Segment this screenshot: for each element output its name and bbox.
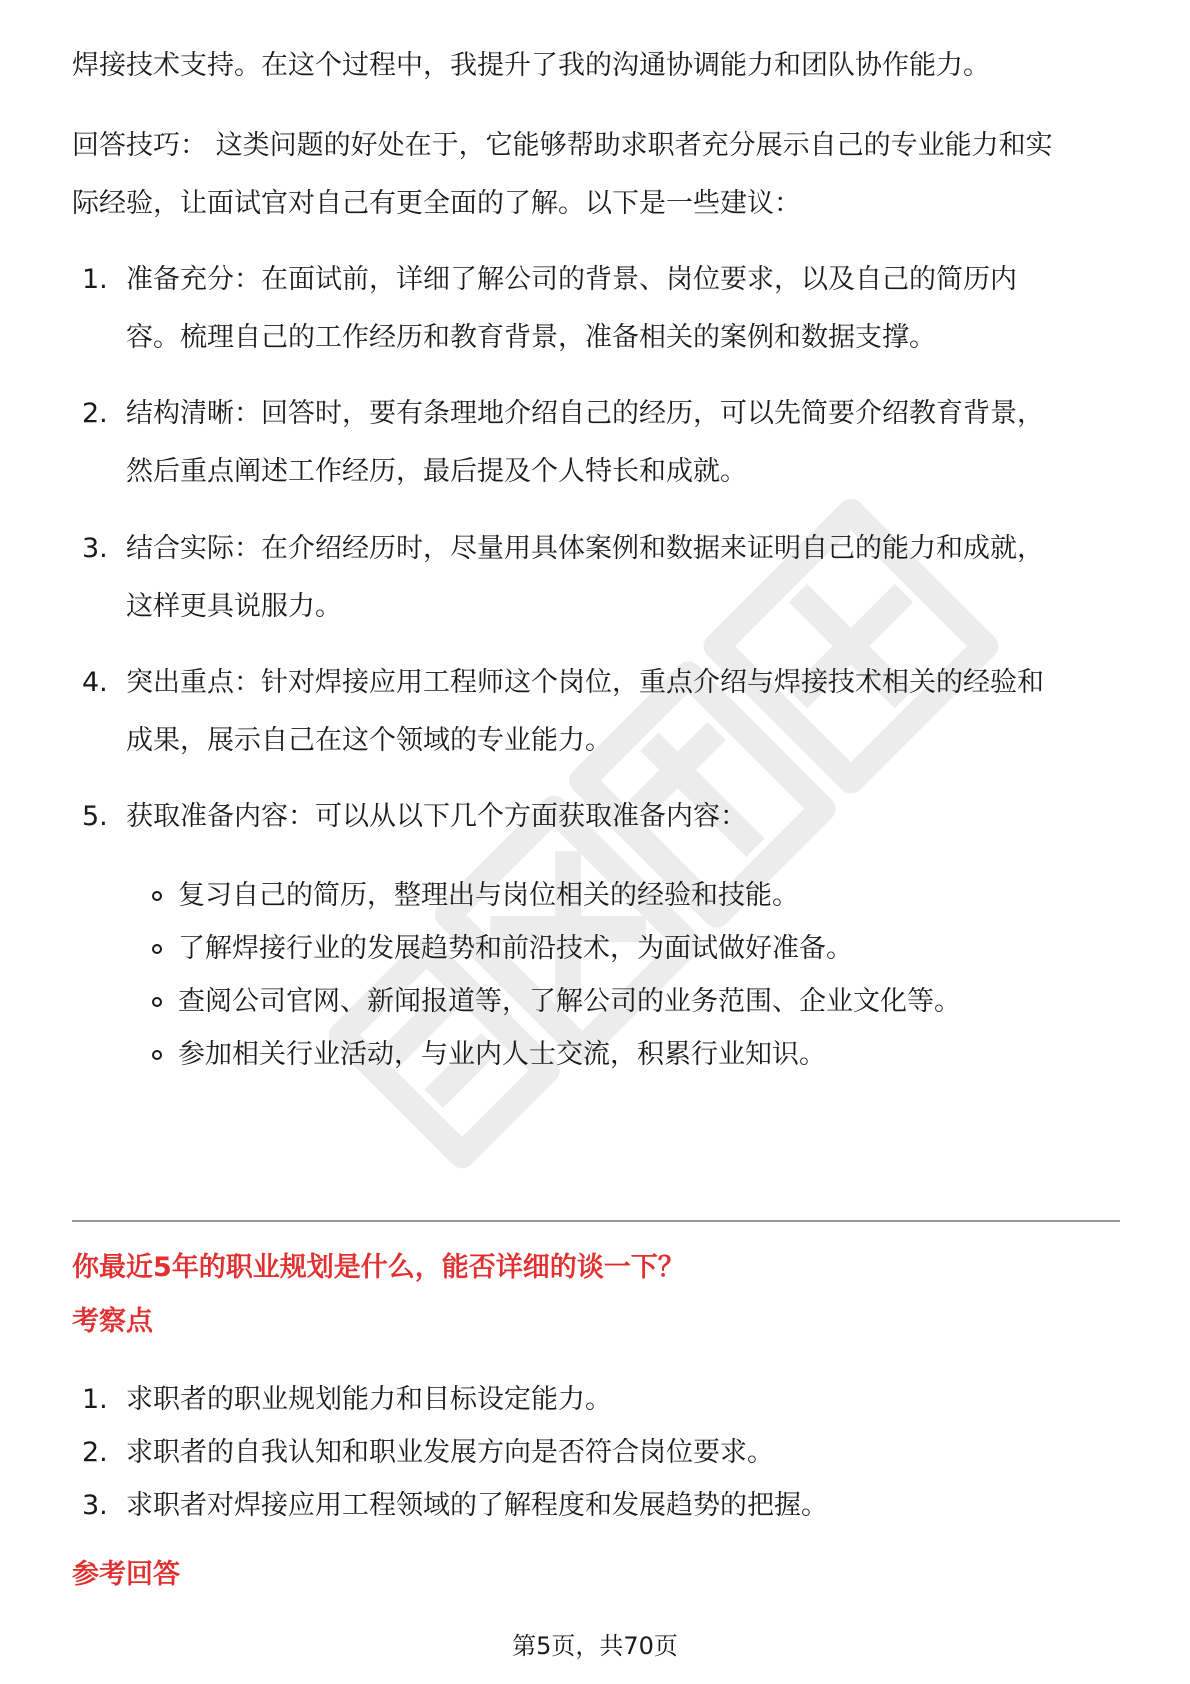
sub-bullet-item (148, 929, 1108, 969)
question-heading: 你最近5年的职业规划是什么，能否详细的谈一下？ (72, 1252, 685, 1283)
list-line: 容。梳理自己的工作经历和教育背景，准备相关的案例和数据支撑。 (126, 322, 936, 353)
list-number: 2. (82, 1437, 108, 1468)
list-line: 结合实际：在介绍经历时，尽量用具体案例和数据来证明自己的能力和成就， (126, 533, 1044, 564)
sub-bullet-text: 复习自己的简历，整理出与岗位相关的经验和技能。 (178, 880, 799, 911)
list-item (72, 1477, 1122, 1535)
circle-bullet-icon (152, 997, 162, 1007)
list-number: 3. (82, 1490, 108, 1521)
list-item (72, 385, 1122, 501)
list-number: 1. (82, 264, 108, 295)
sub-bullet-text: 参加相关行业活动，与业内人士交流，积累行业知识。 (178, 1039, 826, 1070)
intro-line: 焊接技术支持。在这个过程中，我提升了我的沟通协调能力和团队协作能力。 (72, 50, 990, 81)
list-line: 结构清晰：回答时，要有条理地介绍自己的经历，可以先简要介绍教育背景， (126, 398, 1044, 429)
list-line: 这样更具说服力。 (126, 591, 342, 622)
sub-bullet-item (148, 876, 1108, 916)
list-line: 求职者的自我认知和职业发展方向是否符合岗位要求。 (126, 1437, 774, 1468)
list-item (72, 1424, 1122, 1482)
list-item (72, 251, 1122, 367)
circle-bullet-icon (152, 1050, 162, 1060)
focus-heading: 考察点 (72, 1306, 153, 1337)
list-number: 3. (82, 533, 108, 564)
list-item (72, 788, 1122, 846)
sub-bullet-text: 了解焊接行业的发展趋势和前沿技术，为面试做好准备。 (178, 933, 853, 964)
list-line: 成果，展示自己在这个领域的专业能力。 (126, 725, 612, 756)
sub-bullet-item (148, 982, 1108, 1022)
list-line: 突出重点：针对焊接应用工程师这个岗位，重点介绍与焊接技术相关的经验和 (126, 667, 1044, 698)
circle-bullet-icon (152, 891, 162, 901)
sub-bullet-item (148, 1035, 1108, 1075)
list-item (72, 1371, 1122, 1429)
intro-paragraph (72, 37, 1122, 95)
list-number: 5. (82, 801, 108, 832)
tips-line-1: 回答技巧： 这类问题的好处在于，它能够帮助求职者充分展示自己的专业能力和实 (72, 130, 1053, 161)
list-item (72, 520, 1122, 636)
list-line: 求职者的职业规划能力和目标设定能力。 (126, 1384, 612, 1415)
list-line: 然后重点阐述工作经历，最后提及个人特长和成就。 (126, 456, 747, 487)
list-number: 4. (82, 667, 108, 698)
list-number: 2. (82, 398, 108, 429)
list-line: 获取准备内容：可以从以下几个方面获取准备内容： (126, 801, 747, 832)
list-line: 求职者对焊接应用工程领域的了解程度和发展趋势的把握。 (126, 1490, 828, 1521)
list-item (72, 654, 1122, 770)
sub-bullet-text: 查阅公司官网、新闻报道等，了解公司的业务范围、企业文化等。 (178, 986, 961, 1017)
tips-line-2: 际经验，让面试官对自己有更全面的了解。以下是一些建议： (72, 188, 801, 219)
list-number: 1. (82, 1384, 108, 1415)
page-footer: 第5页，共70页 (512, 1632, 678, 1660)
answer-heading: 参考回答 (72, 1559, 180, 1590)
list-line: 准备充分：在面试前，详细了解公司的背景、岗位要求，以及自己的简历内 (126, 264, 1017, 295)
section-divider (72, 1220, 1120, 1222)
circle-bullet-icon (152, 944, 162, 954)
tips-paragraph (72, 117, 1122, 233)
